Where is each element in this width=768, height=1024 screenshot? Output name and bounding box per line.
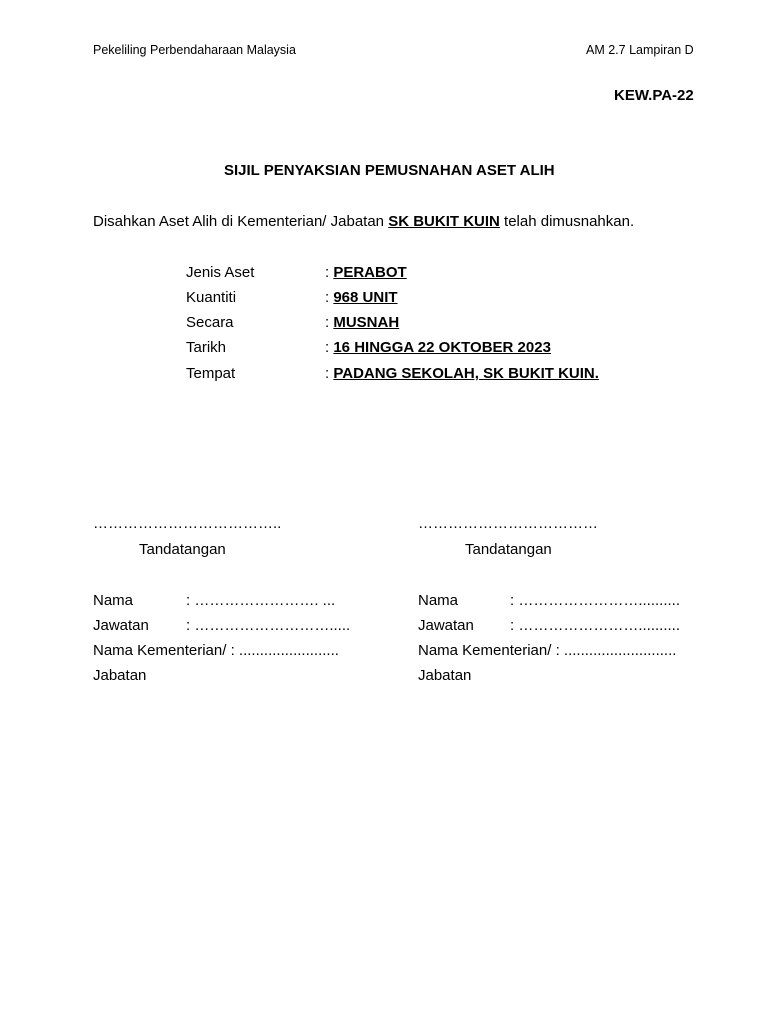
- detail-value-tempat: PADANG SEKOLAH, SK BUKIT KUIN.: [333, 365, 599, 382]
- signature-label-left: Tandatangan: [139, 541, 226, 558]
- signature-label-right: Tandatangan: [465, 541, 552, 558]
- jawatan-value-right: : ……………………..........: [510, 617, 681, 634]
- detail-row-jenis-aset: [325, 264, 407, 281]
- signature-line-left: ………………………………..: [93, 515, 282, 532]
- detail-label-kuantiti: Kuantiti: [186, 289, 237, 306]
- kementerian-label-left: Nama Kementerian/ : ........................: [93, 642, 339, 659]
- intro-sentence: [93, 213, 634, 230]
- detail-value-jenis-aset: PERABOT: [333, 264, 407, 281]
- header-right: AM 2.7 Lampiran D: [586, 43, 694, 57]
- nama-value-left: : ……………………. ...: [186, 592, 336, 609]
- intro-text-after: telah dimusnahkan.: [499, 213, 635, 230]
- detail-separator: :: [325, 365, 334, 382]
- detail-label-tempat: Tempat: [186, 365, 236, 382]
- detail-row-tarikh: [325, 339, 551, 356]
- jabatan-label-right: Jabatan: [418, 667, 472, 684]
- detail-value-kuantiti: 968 UNIT: [333, 289, 398, 306]
- jawatan-value-left: : ……………………….....: [186, 617, 351, 634]
- detail-separator: :: [325, 289, 334, 306]
- nama-value-right: : ……………………..........: [510, 592, 681, 609]
- detail-label-secara: Secara: [186, 314, 234, 331]
- jawatan-label-left: Jawatan: [93, 617, 149, 634]
- detail-separator: :: [325, 264, 334, 281]
- detail-row-tempat: [325, 365, 599, 382]
- detail-separator: :: [325, 339, 334, 356]
- page-title: SIJIL PENYAKSIAN PEMUSNAHAN ASET ALIH: [224, 162, 555, 179]
- intro-entity: SK BUKIT KUIN: [388, 213, 500, 230]
- detail-value-secara: MUSNAH: [333, 314, 400, 331]
- detail-label-tarikh: Tarikh: [186, 339, 227, 356]
- signature-line-right: ………………………………: [418, 515, 598, 532]
- form-code: KEW.PA-22: [614, 87, 694, 104]
- detail-separator: :: [325, 314, 334, 331]
- nama-label-right: Nama: [418, 592, 459, 609]
- detail-value-tarikh: 16 HINGGA 22 OKTOBER 2023: [333, 339, 551, 356]
- kementerian-label-right: Nama Kementerian/ : ...........................: [418, 642, 677, 659]
- header-left: Pekeliling Perbendaharaan Malaysia: [93, 43, 296, 57]
- detail-row-secara: [325, 314, 399, 331]
- nama-label-left: Nama: [93, 592, 134, 609]
- detail-label-jenis-aset: Jenis Aset: [186, 264, 255, 281]
- jabatan-label-left: Jabatan: [93, 667, 147, 684]
- intro-text-before: Disahkan Aset Alih di Kementerian/ Jabatan: [93, 213, 389, 230]
- detail-row-kuantiti: [325, 289, 398, 306]
- jawatan-label-right: Jawatan: [418, 617, 474, 634]
